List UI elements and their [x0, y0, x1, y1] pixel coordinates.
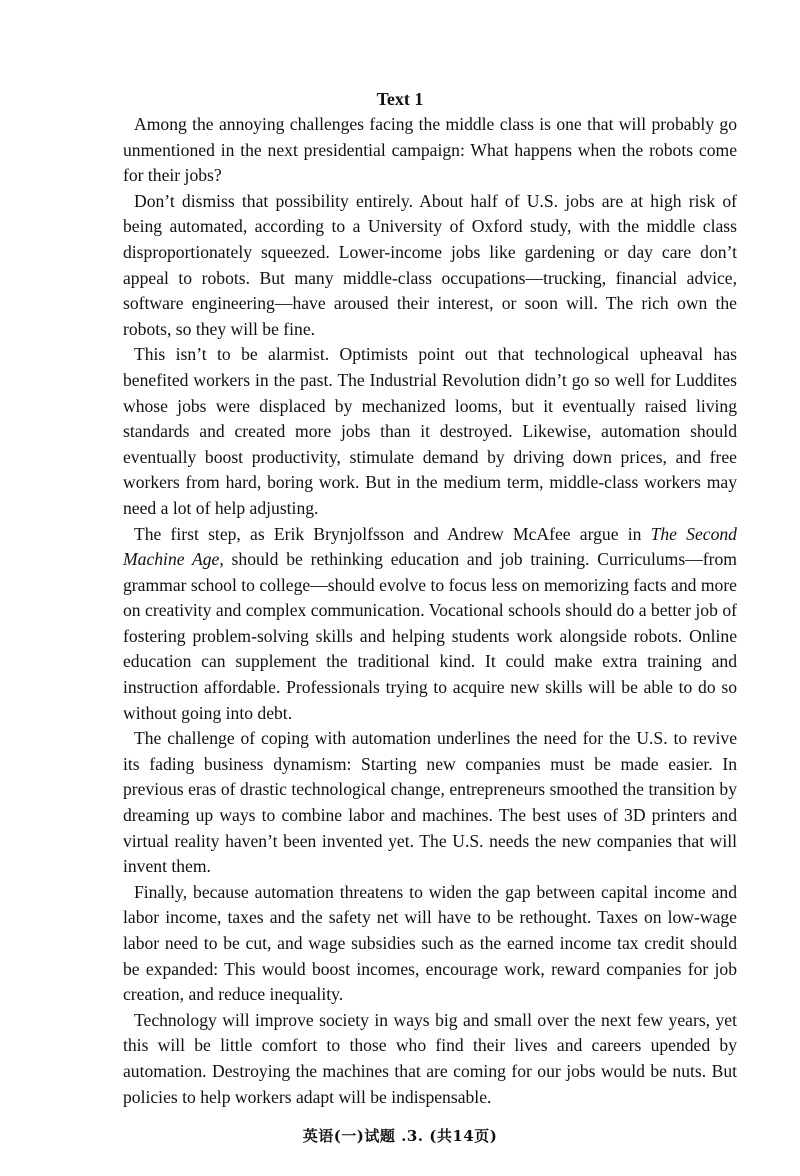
page-footer: 英语(一)试题 .3. (共14页)	[302, 1127, 498, 1145]
paragraph-3: This isn’t to be alarmist. Optimists point out that technological upheaval has benefited workers in the past. The Industrial Revolution didn’t go so well for Luddites whose jobs were displaced by mechanized looms, but it eventually raised living standards and created more jobs than it destroyed. Likewise, automation should eventually boost productivity, stimulate demand by driving down prices, and free workers from hard, boring work. But in the medium term, middle-class workers may need a lot of help adjusting.	[123, 344, 737, 518]
book-title: The Second Machine Age	[123, 523, 737, 570]
paragraph-4-lead: The first step, as Erik Brynjolfsson and Andrew McAfee argue in	[134, 523, 651, 544]
paragraph-4	[123, 522, 737, 727]
paragraph-7: Technology will improve society in ways big and small over the next few years, yet this will be little comfort to those who find their lives and careers upended by automation. Destroying the machines that are coming for our jobs would be nuts. But policies to help workers adapt will be indispensable.	[123, 1009, 737, 1107]
paragraph-2: Don’t dismiss that possibility entirely. About half of U.S. jobs are at high risk of being automated, according to a University of Oxford study, with the middle class disproportionately squeezed. Lower-income jobs like gardening or day care don’t appeal to robots. But many middle-class occupations—trucking, financial advice, software engineering—have aroused their interest, or soon will. The rich own the robots, so they will be fine.	[123, 190, 737, 339]
paragraph-1: Among the annoying challenges facing the middle class is one that will probably go unmentioned in the next presidential campaign: What happens when the robots come for their jobs?	[123, 114, 737, 186]
text-title: Text 1	[376, 89, 424, 109]
paragraph-5: The challenge of coping with automation underlines the need for the U.S. to revive its fading business dynamism: Starting new companies must be made easier. In previous eras of drastic technological change, entrepreneurs smoothed the transition by dreaming up ways to combine labor and machines. The best uses of 3D printers and virtual reality haven’t been invented yet. The U.S. needs the new companies that will invent them.	[123, 728, 737, 877]
passage-body	[123, 112, 737, 1110]
paragraph-6: Finally, because automation threatens to widen the gap between capital income and labor income, taxes and the safety net will have to be rethought. Taxes on low-wage labor need to be cut, and wage subsidies such as the earned income tax credit should be expanded: This would boost incomes, encourage work, reward companies for job creation, and reduce inequality.	[123, 881, 737, 1005]
paragraph-4-rest: , should be rethinking education and job training. Curriculums—from grammar school to college—should evolve to focus less on memorizing facts and more on creativity and complex communication. Vocational schools should do a better job of fostering problem-solving skills and helping students work alongside robots. Online education can supplement the traditional kind. It could make extra training and instruction affordable. Professionals trying to acquire new skills will be able to do so without going into debt.	[123, 549, 737, 723]
